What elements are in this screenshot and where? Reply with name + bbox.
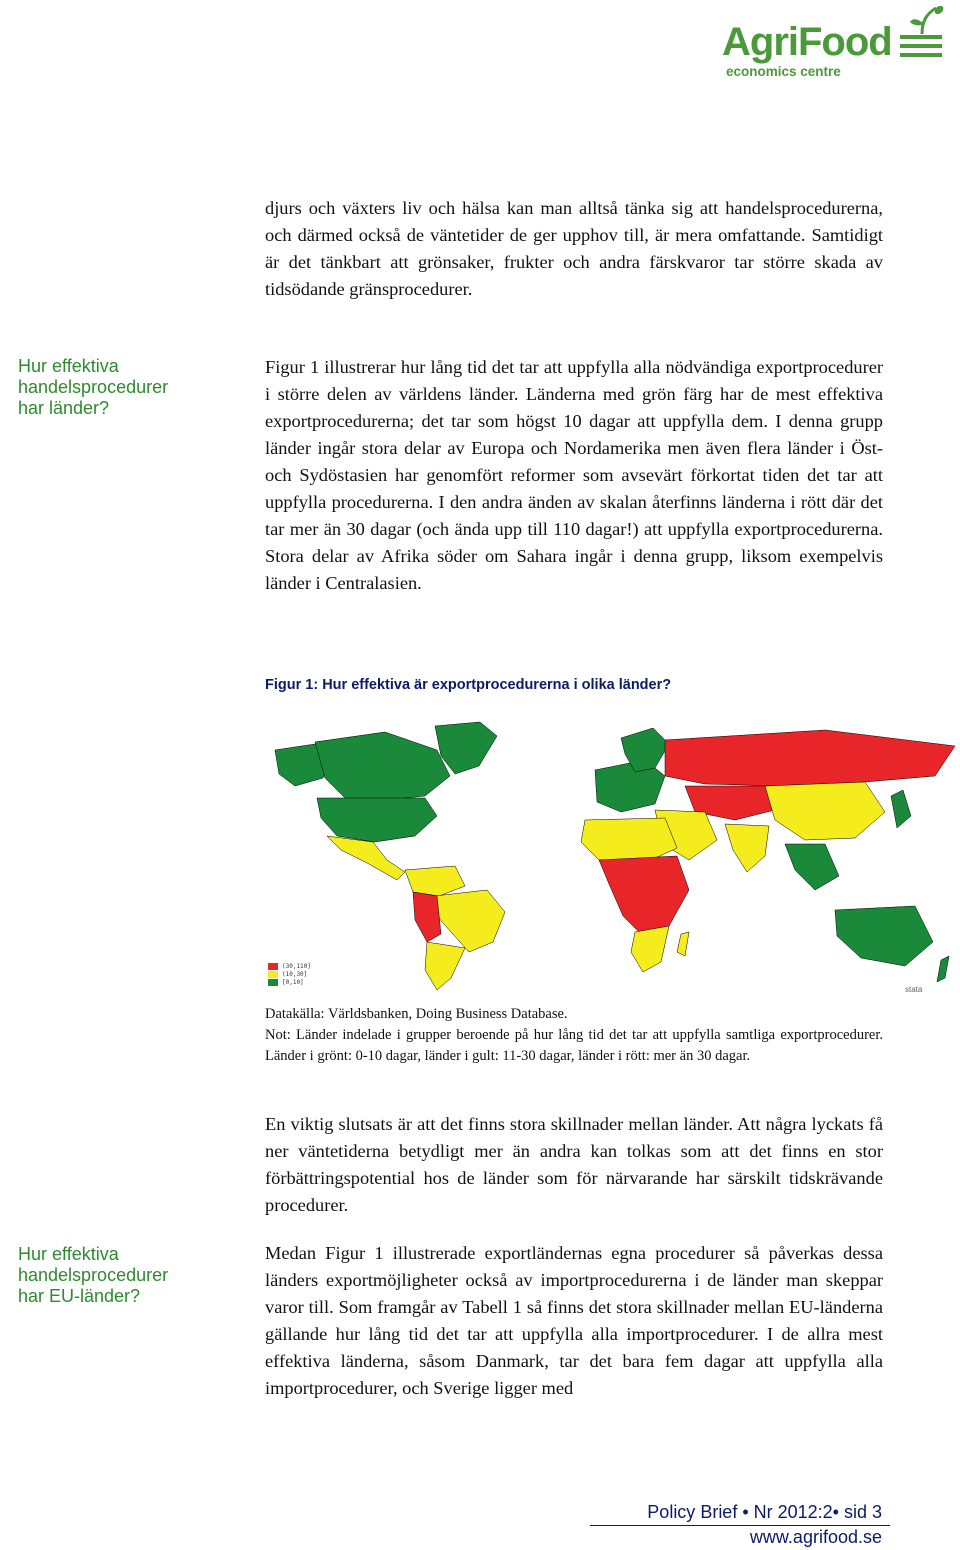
legend-label: (10,30] — [282, 970, 308, 978]
stata-watermark: stata — [905, 985, 923, 994]
legend-label: (30,110] — [282, 962, 311, 970]
map-region-russia — [665, 730, 955, 786]
logo-wordmark: AgriFood — [722, 20, 892, 64]
legend-label: [0,10] — [282, 978, 304, 986]
world-map — [265, 720, 955, 992]
map-region-mexico — [327, 836, 405, 880]
side-heading-line: Hur effektiva — [18, 356, 119, 376]
side-heading-line: handelsprocedurer — [18, 1265, 169, 1285]
map-region-southeast-asia — [785, 844, 839, 890]
map-legend — [268, 962, 311, 986]
map-region-new-zealand — [937, 956, 949, 982]
legend-item — [268, 962, 311, 970]
legend-swatch — [268, 971, 278, 978]
map-region-northern-south-america — [405, 866, 465, 896]
legend-item — [268, 970, 311, 978]
map-region-japan — [891, 790, 911, 828]
paragraph-figure-description: Figur 1 illustrerar hur lång tid det tar att uppfylla alla nödvändiga exportprocedurer i större delen av världens länder. Länderna med grön färg har de mest effektiva exportprocedurerna; det tar som högst 10 dagar att uppfylla dem. I denna grupp länder ingår stora delar av Europa och Nordamerika men även flera länder i Öst- och Sydöstasien har genomfört reformer som avsevärt förkortat tiden det tar att uppfylla procedurerna. I den andra änden av skalan återfinns länderna i rött där det tar mer än 30 dagar (och ända upp till 110 dagar!) att uppfylla exportprocedurerna. Stora delar av Afrika söder om Sahara ingår i denna grupp, liksom exempelvis länder i Centralasien. — [265, 357, 883, 593]
map-region-canada — [315, 732, 450, 800]
map-region-southern-africa — [631, 926, 669, 972]
side-heading-countries — [18, 356, 168, 419]
map-region-sub-saharan-africa — [599, 856, 689, 938]
map-region-madagascar — [677, 932, 689, 956]
figure-caption: Figur 1: Hur effektiva är exportprocedurerna i olika länder? — [265, 677, 672, 693]
legend-swatch — [268, 979, 278, 986]
map-region-india — [725, 824, 769, 872]
footer-divider — [590, 1525, 890, 1526]
legend-swatch — [268, 963, 278, 970]
paragraph-conclusion: En viktig slutsats är att det finns stora skillnader mellan länder. Att några lyckats få ner väntetiderna betydligt mer än andra kan tolkas som att det finns en stor förbättringspotential hos de länder som för närvarande har särskilt tidskrävande procedurer. — [265, 1114, 883, 1215]
logo-tagline: economics centre — [726, 64, 841, 79]
map-region-australia — [835, 906, 933, 966]
side-heading-line: Hur effektiva — [18, 1244, 119, 1264]
figure-source: Datakälla: Världsbanken, Doing Business Database. — [265, 1006, 568, 1022]
side-heading-line: har EU-länder? — [18, 1286, 141, 1306]
map-region-north-africa — [581, 818, 677, 860]
map-region-southern-cone — [425, 942, 465, 990]
paragraph-eu-import: Medan Figur 1 illustrerade exportländernas egna procedurer så påverkas dessa länders exportmöjligheter också av importprocedurerna i de länder man skeppar varor till. Som framgår av Tabell 1 så finns det stora skillnader mellan EU-länderna gällande hur lång tid det tar att uppfylla alla importprocedurer. I de allra mest effektiva länderna, såsom Danmark, tar det bara fem dagar att uppfylla alla importprocedurer, och Sverige ligger med — [265, 1243, 883, 1398]
footer-url[interactable]: www.agrifood.se — [749, 1527, 882, 1547]
map-region-usa — [317, 798, 437, 842]
map-region-china — [765, 782, 885, 840]
figure-note: Not: Länder indelade i grupper beroende på hur lång tid det tar att uppfylla samtliga exportprocedurer. Länder i grönt: 0-10 dagar, länder i gult: 11-30 dagar, länder i rött: mer än 30 dagar. — [265, 1027, 883, 1064]
paragraph-intro: djurs och växters liv och hälsa kan man alltså tänka sig att handelsprocedurerna, och därmed också de väntetider de ger upphov till, är mera omfattande. Samtidigt är det tänkbart att grönsaker, frukter och andra färskvaror tar större skada av tidsödande gränsprocedurer. — [265, 198, 883, 299]
map-region-andes — [413, 892, 441, 942]
side-heading-eu-countries — [18, 1244, 168, 1307]
agrifood-logo — [700, 0, 950, 80]
map-region-brazil — [435, 890, 505, 952]
side-heading-line: handelsprocedurer — [18, 377, 169, 397]
side-heading-line: har länder? — [18, 398, 110, 418]
legend-item — [268, 978, 311, 986]
footer-issue: Policy Brief • Nr 2012:2• sid 3 — [647, 1502, 882, 1522]
